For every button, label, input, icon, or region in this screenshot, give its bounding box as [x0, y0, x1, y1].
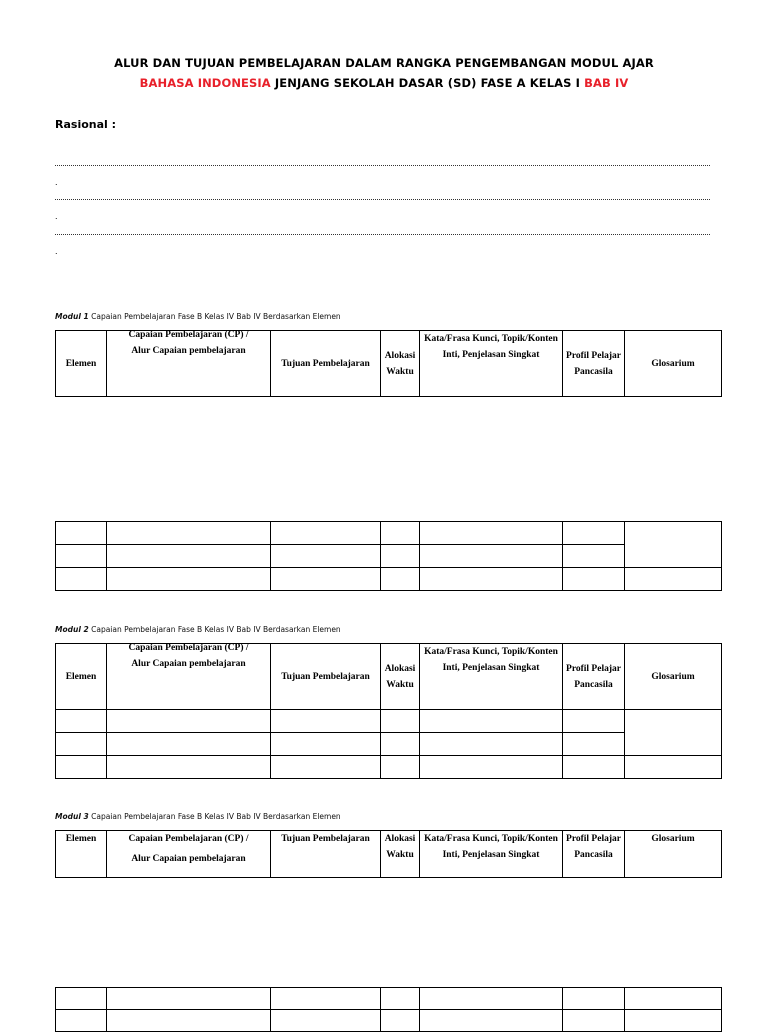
col-tujuan: Tujuan Pembelajaran: [271, 331, 381, 397]
col-elemen: Elemen: [56, 331, 107, 397]
col-kata-kunci: [420, 331, 563, 397]
module-1-header-table: [55, 330, 722, 397]
module-caption-text: Capaian Pembelajaran Fase B Kelas IV Bab IV Berdasarkan Elemen: [88, 312, 341, 321]
col-alokasi-line1: Alokasi: [384, 834, 416, 844]
col-kata-line2: Inti, Penjelasan Singkat: [442, 850, 540, 860]
chapter-name: BAB IV: [584, 76, 629, 90]
col-profil-line1: Profil Pelajar: [566, 663, 621, 674]
col-profil: [563, 331, 625, 397]
col-alokasi-line2: Waktu: [386, 850, 414, 860]
col-capaian-line1: Capaian Pembelajaran (CP) /: [128, 643, 249, 653]
col-kata-kunci: [420, 831, 563, 878]
table-row: [56, 733, 722, 756]
col-alokasi-line1: Alokasi: [384, 663, 416, 674]
col-alokasi: [381, 831, 420, 878]
col-profil: [563, 644, 625, 710]
col-capaian: [107, 831, 271, 878]
col-tujuan: Tujuan Pembelajaran: [271, 644, 381, 710]
col-alokasi-line1: Alokasi: [384, 350, 416, 361]
module-caption: [55, 812, 341, 821]
col-elemen: Elemen: [56, 644, 107, 710]
module-3-body-table: [55, 987, 722, 1032]
document-title-line2: [0, 76, 768, 90]
col-profil: [563, 831, 625, 878]
module-label: Modul 3: [55, 812, 89, 821]
title-level: JENJANG SEKOLAH DASAR (SD) FASE A KELAS I: [270, 76, 585, 90]
table-row: [56, 545, 722, 568]
rasional-dot: .: [55, 246, 58, 256]
col-kata-line1: Kata/Frasa Kunci, Topik/Konten: [424, 834, 558, 844]
rasional-dotted-line: [55, 199, 710, 200]
col-capaian-line2: Alur Capaian pembelajaran: [131, 346, 246, 356]
col-alokasi-line2: Waktu: [386, 679, 414, 690]
col-capaian: [107, 644, 271, 710]
table-row: [56, 568, 722, 591]
col-elemen: Elemen: [56, 831, 107, 878]
document-title-line1: ALUR DAN TUJUAN PEMBELAJARAN DALAM RANGKA PENGEMBANGAN MODUL AJAR: [114, 56, 654, 70]
table-row: [56, 710, 722, 733]
col-capaian-line2: Alur Capaian pembelajaran: [131, 659, 246, 669]
module-3-header-table: [55, 830, 722, 878]
module-caption: [55, 312, 341, 321]
col-profil-line1: Profil Pelajar: [566, 834, 621, 844]
col-glosarium: Glosarium: [625, 831, 722, 878]
col-kata-line2: Inti, Penjelasan Singkat: [442, 663, 540, 673]
table-row: [56, 1010, 722, 1032]
table-row: [56, 522, 722, 545]
col-profil-line2: Pancasila: [574, 366, 613, 377]
col-alokasi: [381, 644, 420, 710]
col-kata-line1: Kata/Frasa Kunci, Topik/Konten: [424, 647, 558, 657]
rasional-dotted-line: [55, 165, 710, 166]
rasional-dot: .: [55, 177, 58, 187]
col-kata-kunci: [420, 644, 563, 710]
subject-name: BAHASA INDONESIA: [139, 76, 271, 90]
col-capaian-line2: Alur Capaian pembelajaran: [131, 854, 246, 864]
module-label: Modul 2: [55, 625, 89, 634]
col-capaian-line1: Capaian Pembelajaran (CP) /: [128, 834, 249, 844]
col-tujuan: Tujuan Pembelajaran: [271, 831, 381, 878]
col-alokasi: [381, 331, 420, 397]
module-caption-text: Capaian Pembelajaran Fase B Kelas IV Bab IV Berdasarkan Elemen: [88, 812, 341, 821]
module-caption: [55, 625, 341, 634]
col-capaian-line1: Capaian Pembelajaran (CP) /: [128, 330, 249, 340]
col-profil-line2: Pancasila: [574, 679, 613, 690]
col-glosarium: Glosarium: [625, 331, 722, 397]
table-row: [56, 988, 722, 1010]
rasional-dot: .: [55, 211, 58, 221]
col-glosarium: Glosarium: [625, 644, 722, 710]
module-label: Modul 1: [55, 312, 89, 321]
col-profil-line2: Pancasila: [574, 850, 613, 860]
module-2-table: [55, 643, 722, 779]
rasional-label: Rasional :: [55, 118, 117, 131]
module-caption-text: Capaian Pembelajaran Fase B Kelas IV Bab IV Berdasarkan Elemen: [88, 625, 341, 634]
rasional-dotted-line: [55, 234, 710, 235]
col-kata-line1: Kata/Frasa Kunci, Topik/Konten: [424, 334, 558, 344]
col-alokasi-line2: Waktu: [386, 366, 414, 377]
col-profil-line1: Profil Pelajar: [566, 350, 621, 361]
col-kata-line2: Inti, Penjelasan Singkat: [442, 350, 540, 360]
table-row: [56, 756, 722, 779]
col-capaian: [107, 331, 271, 397]
module-1-body-table: [55, 521, 722, 591]
